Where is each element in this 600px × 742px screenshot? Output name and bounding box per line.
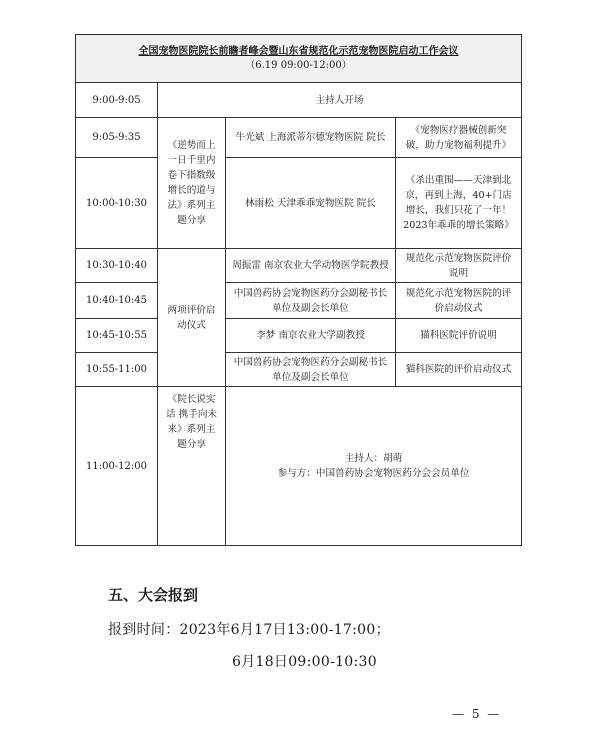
time-cell: 9:05-9:35 — [76, 118, 158, 158]
time-cell: 10:00-10:30 — [76, 158, 158, 249]
table-row — [76, 319, 522, 353]
meeting-title: 全国宠物医院院长前瞻者峰会暨山东省规范化示范宠物医院启动工作会议 — [138, 45, 459, 57]
table-row — [76, 353, 522, 387]
meeting-title-cell — [76, 35, 522, 83]
table-row — [76, 83, 522, 118]
registration-line-2: 6月18日09:00-10:30 — [232, 654, 377, 670]
host-cell — [226, 387, 522, 546]
topic-cell: 《逆势而上一日千里内卷下指数级增长的道与法》系列主题分享 — [158, 118, 226, 249]
time-cell: 10:55-11:00 — [76, 353, 158, 387]
registration-line-1 — [108, 619, 390, 639]
meeting-date-range: （6.19 09:00-12:00） — [245, 59, 352, 71]
table-row — [76, 387, 522, 546]
time-cell: 10:30-10:40 — [76, 249, 158, 283]
time-cell: 10:40-10:45 — [76, 283, 158, 319]
table-header-row — [76, 35, 522, 83]
table-row — [76, 158, 522, 249]
talk-title-cell: 猫科医院的评价启动仪式 — [396, 353, 522, 387]
speaker-cell: 牛光斌 上海派蒂尔德宠物医院 院长 — [226, 118, 396, 158]
table-row — [76, 283, 522, 319]
speaker-cell: 周振雷 南京农业大学动物医学院教授 — [226, 249, 396, 283]
registration-time-1: 2023年6月17日13:00-17:00； — [179, 622, 390, 638]
speaker-cell: 李梦 南京农业大学副教授 — [226, 319, 396, 353]
speaker-cell: 中国兽药协会宠物医药分会副秘书长单位及副会长单位 — [226, 283, 396, 319]
content-cell: 主持人开场 — [158, 83, 522, 118]
topic-cell: 两项评价启动仪式 — [158, 249, 226, 387]
time-cell: 10:45-10:55 — [76, 319, 158, 353]
page-number: — 5 — — [452, 707, 502, 721]
speaker-cell: 林雨松 天津乖乖宠物医院 院长 — [226, 158, 396, 249]
speaker-cell: 中国兽药协会宠物医药分会副秘书长单位及副会长单位 — [226, 353, 396, 387]
time-cell: 9:00-9:05 — [76, 83, 158, 118]
talk-title-cell: 《杀出重围——天津到北京，再到上海，40+门店增长，我们只花了一年！2023年乖乖的增长策略》 — [396, 158, 522, 249]
talk-title-cell: 规范化示范宠物医院的评价启动仪式 — [396, 283, 522, 319]
host-name: 主持人：胡萌 — [344, 453, 403, 464]
participants: 参与方：中国兽药协会宠物医药分会会员单位 — [277, 468, 470, 479]
table-row — [76, 249, 522, 283]
topic-cell: 《院长说实话 携手向未来》系列主题分享 — [158, 387, 226, 546]
time-cell: 11:00-12:00 — [76, 387, 158, 546]
talk-title-cell: 猫科医院评价说明 — [396, 319, 522, 353]
registration-label: 报到时间： — [108, 622, 180, 638]
talk-title-cell: 《宠物医疗器械创新突破，助力宠物福利提升》 — [396, 118, 522, 158]
table-row — [76, 118, 522, 158]
schedule-table — [75, 34, 522, 546]
section-heading: 五、大会报到 — [108, 586, 199, 604]
talk-title-cell: 规范化示范宠物医院评价说明 — [396, 249, 522, 283]
